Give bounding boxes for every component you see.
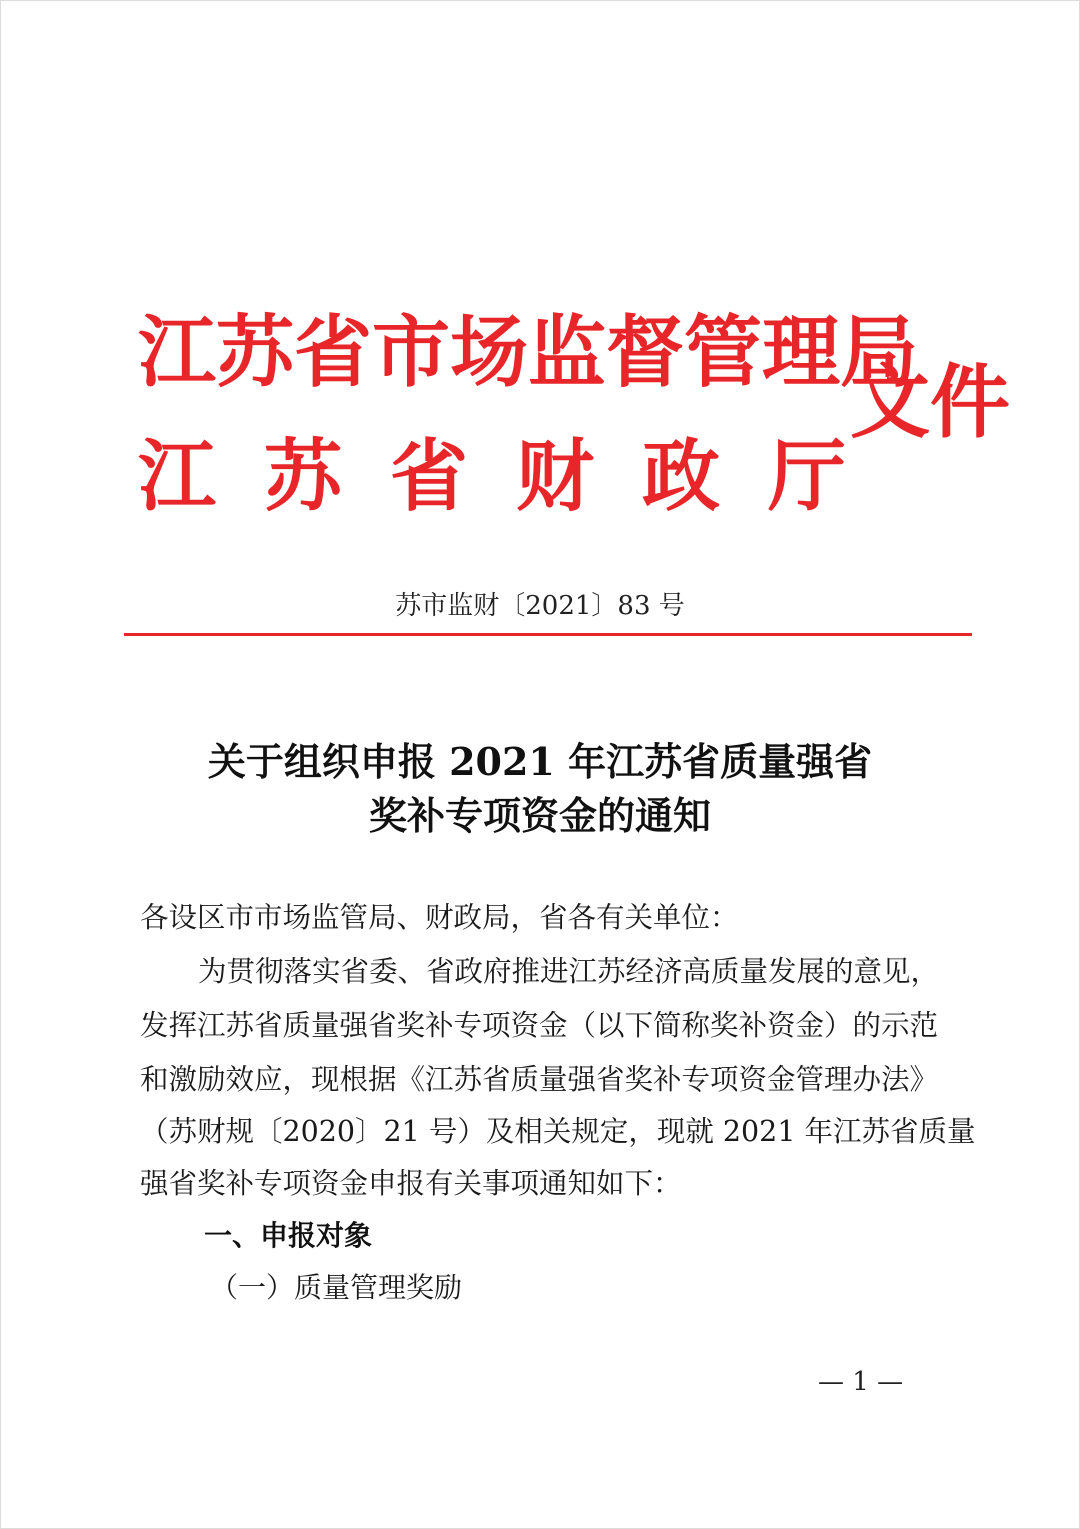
subsection-heading: （一）质量管理奖励 (210, 1271, 463, 1304)
issuer-line-2: 江苏省财政厅 (138, 431, 895, 522)
salutation: 各设区市市场监管局、财政局，省各有关单位： (140, 901, 739, 934)
document-word: 文件 (850, 355, 1010, 449)
paragraph-line: 发挥江苏省质量强省奖补专项资金（以下简称奖补资金）的示范 (140, 1009, 939, 1042)
title-line-1: 关于组织申报 2021 年江苏省质量强省 (207, 739, 873, 784)
paragraph-line: （苏财规〔2020〕21 号）及相关规定，现就 2021 年江苏省质量 (140, 1115, 976, 1148)
issuer-line-1: 江苏省市场监督管理局 (138, 307, 919, 398)
paragraph-line: 和激励效应，现根据《江苏省质量强省奖补专项资金管理办法》 (140, 1063, 939, 1096)
red-divider-line (124, 633, 972, 636)
title-line-2: 奖补专项资金的通知 (368, 793, 711, 838)
section-heading: 一、申报对象 (204, 1219, 373, 1252)
page-number: — 1 — (818, 1367, 904, 1397)
paragraph-line: 为贯彻落实省委、省政府推进江苏经济高质量发展的意见， (198, 955, 940, 988)
paragraph-line: 强省奖补专项资金申报有关事项通知如下： (140, 1167, 682, 1200)
document-number: 苏市监财〔2021〕83 号 (395, 591, 685, 621)
